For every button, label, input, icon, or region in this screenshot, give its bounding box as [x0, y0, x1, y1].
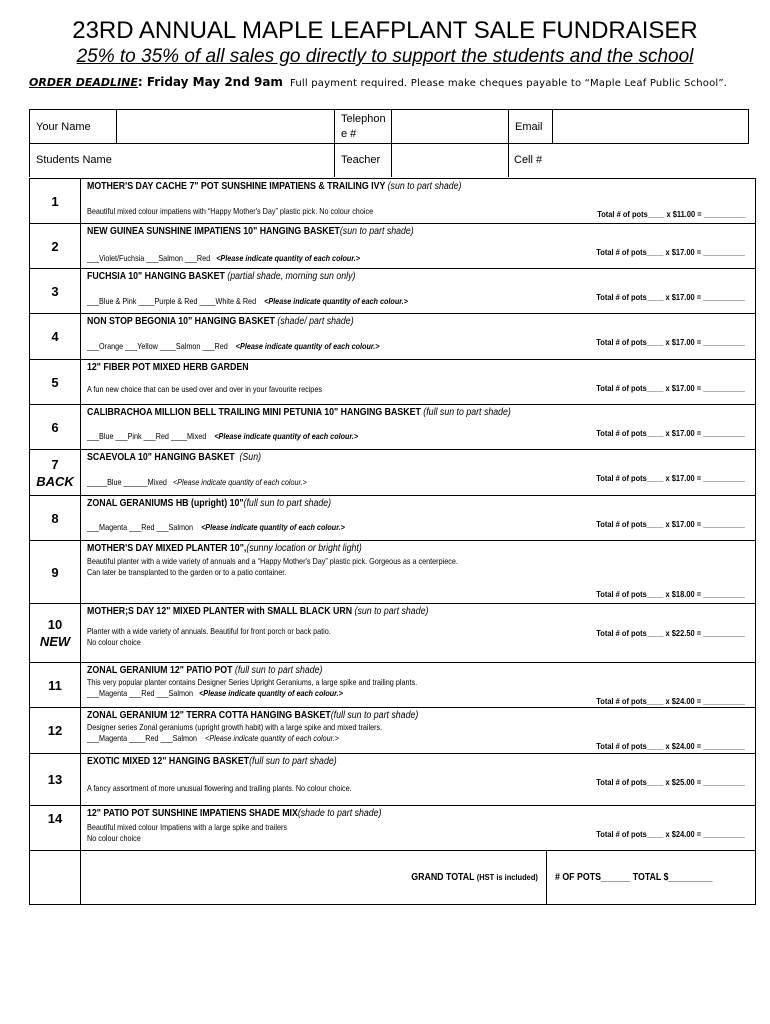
grand-total-field[interactable]	[547, 851, 756, 905]
telephone-field[interactable]	[391, 109, 509, 144]
item-number: 7 BACK	[30, 450, 81, 496]
telephone-label: Telephon e #	[334, 109, 392, 144]
grand-total-label: GRAND TOTAL (HST is included)	[411, 872, 538, 883]
item-total-field[interactable]: Total # of pots____ x $24.00 = __________	[596, 741, 745, 751]
item-number: 4	[30, 314, 81, 360]
grand-total-spacer	[30, 851, 81, 905]
contact-info-form	[29, 109, 749, 177]
item-description: A fancy assortment of more unusual flowering and trailing plants. No colour choice.	[87, 783, 352, 793]
page-title: 23RD ANNUAL MAPLE LEAFPLANT SALE FUNDRAISER	[72, 17, 698, 44]
item-cell	[81, 496, 756, 541]
email-field[interactable]	[552, 109, 749, 144]
item-total-field[interactable]: Total # of pots____ x $24.00 = __________	[596, 829, 745, 839]
cell-field[interactable]	[552, 143, 749, 177]
order-row	[30, 224, 756, 269]
order-row	[30, 405, 756, 450]
item-number: 11	[30, 663, 81, 708]
back-flag: BACK	[36, 473, 74, 489]
item-title: MOTHER'S DAY CACHE 7" POT SUNSHINE IMPATIENS & TRAILING IVY (sun to part shade)	[87, 181, 462, 192]
item-number: 14	[30, 806, 81, 851]
item-total-field[interactable]: Total # of pots____ x $22.50 = __________	[596, 628, 745, 638]
item-title: 12" PATIO POT SUNSHINE IMPATIENS SHADE MIX(shade to part shade)	[87, 808, 382, 819]
your-name-field[interactable]	[116, 109, 335, 144]
item-total-field[interactable]: Total # of pots____ x $18.00 = __________	[596, 589, 745, 599]
order-row	[30, 663, 756, 708]
order-row	[30, 708, 756, 754]
item-cell	[81, 663, 756, 708]
item-total-field[interactable]: Total # of pots____ x $24.00 = __________	[596, 696, 745, 706]
item-colour-options: ___Blue ___Pink ___Red ____Mixed <Please indicate quantity of each colour.>	[87, 431, 359, 441]
order-row	[30, 269, 756, 314]
item-total-field[interactable]: Total # of pots____ x $17.00 = __________	[596, 473, 745, 483]
order-deadline	[29, 76, 749, 90]
item-title: ZONAL GERANIUMS HB (upright) 10"(full sun to part shade)	[87, 498, 332, 509]
order-row	[30, 496, 756, 541]
item-cell	[81, 754, 756, 806]
email-label: Email	[508, 109, 553, 144]
item-number: 8	[30, 496, 81, 541]
item-cell	[81, 806, 756, 851]
item-number: 12	[30, 708, 81, 754]
item-total-field[interactable]: Total # of pots____ x $17.00 = __________	[596, 383, 745, 393]
item-cell	[81, 604, 756, 663]
deadline-date: : Friday May 2nd 9am	[137, 75, 283, 89]
teacher-label: Teacher	[334, 143, 392, 177]
item-title: SCAEVOLA 10" HANGING BASKET (Sun)	[87, 452, 262, 463]
grand-total-row	[30, 851, 756, 905]
order-row	[30, 360, 756, 405]
item-description: Designer series Zonal geraniums (upright growth habit) with a large spike and mixed trailers. ___Magenta ____Red ___Salmon <Please indicate quantity of each colour.>	[87, 722, 383, 743]
item-total-field[interactable]: Total # of pots____ x $17.00 = __________	[596, 428, 745, 438]
item-number: 5	[30, 360, 81, 405]
cell-label: Cell #	[514, 154, 543, 166]
item-cell	[81, 450, 756, 496]
item-colour-options: ___Violet/Fuchsia ___Salmon ___Red <Please indicate quantity of each colour.>	[87, 253, 360, 263]
item-total-field[interactable]: Total # of pots____ x $17.00 = __________	[596, 337, 745, 347]
order-table	[29, 178, 756, 905]
item-colour-options: _____Blue ______Mixed <Please indicate quantity of each colour.>	[87, 477, 307, 487]
item-description: Planter with a wide variety of annuals. Beautiful for front porch or back patio. No colour choice	[87, 626, 331, 647]
item-number: 13	[30, 754, 81, 806]
item-total-field[interactable]: Total # of pots____ x $11.00 = __________	[596, 209, 745, 219]
item-total-field[interactable]: Total # of pots____ x $17.00 = __________	[596, 247, 745, 257]
new-flag: NEW	[39, 634, 71, 649]
order-row	[30, 314, 756, 360]
item-colour-options: ___Orange ___Yellow ____Salmon ___Red <Please indicate quantity of each colour.>	[87, 341, 380, 351]
item-colour-options: ___Blue & Pink ____Purple & Red ____White & Red <Please indicate quantity of each colour.>	[87, 296, 408, 306]
order-row	[30, 604, 756, 663]
item-number: 2	[30, 224, 81, 269]
page-subtitle: 25% to 35% of all sales go directly to support the students and the school	[76, 46, 694, 67]
item-title: ZONAL GERANIUM 12" PATIO POT (full sun to part shade)	[87, 665, 323, 676]
item-cell	[81, 405, 756, 450]
students-name-field[interactable]	[116, 143, 335, 177]
order-row	[30, 179, 756, 224]
grand-total-label-cell	[81, 851, 547, 905]
order-row	[30, 541, 756, 604]
item-description: Beautiful mixed colour impatiens with “Happy Mother's Day” plastic pick. No colour choice	[87, 206, 374, 216]
item-title: FUCHSIA 10" HANGING BASKET (partial shade, morning sun only)	[87, 271, 356, 282]
item-title: NEW GUINEA SUNSHINE IMPATIENS 10" HANGING BASKET(sun to part shade)	[87, 226, 414, 237]
item-cell	[81, 541, 756, 604]
item-title: ZONAL GERANIUM 12" TERRA COTTA HANGING BASKET(full sun to part shade)	[87, 710, 419, 721]
item-number: 9	[30, 541, 81, 604]
item-number: 3	[30, 269, 81, 314]
order-row	[30, 754, 756, 806]
item-number: 6	[30, 405, 81, 450]
teacher-field[interactable]	[391, 143, 509, 177]
item-cell	[81, 224, 756, 269]
order-row	[30, 450, 756, 496]
item-description: Beautiful mixed colour Impatiens with a large spike and trailers No colour choice	[87, 822, 288, 843]
item-title: MOTHER;S DAY 12" MIXED PLANTER with SMALL BLACK URN (sun to part shade)	[87, 606, 429, 617]
deadline-label: ORDER DEADLINE	[29, 76, 138, 89]
item-description: Beautiful planter with a wide variety of annuals and a “Happy Mother's Day” plastic pick. Gorgeous as a centerpiece. Can later be transplanted to the garden or to a patio container.	[87, 556, 458, 577]
item-total-field[interactable]: Total # of pots____ x $17.00 = __________	[596, 519, 745, 529]
item-title: MOTHER'S DAY MIXED PLANTER 10",(sunny location or bright light)	[87, 543, 362, 554]
item-description: This very popular planter contains Designer Series Upright Geraniums, a large spike and trailing plants. ___Magenta ___Red ___Salmon <Please indicate quantity of each colour.>	[87, 677, 418, 698]
students-name-label: Students Name	[29, 143, 117, 177]
item-title: EXOTIC MIXED 12" HANGING BASKET(full sun to part shade)	[87, 756, 337, 767]
item-colour-options: ___Magenta ___Red ___Salmon <Please indicate quantity of each colour.>	[87, 522, 345, 532]
item-number: 1	[30, 179, 81, 224]
item-cell	[81, 314, 756, 360]
item-total-field[interactable]: Total # of pots____ x $25.00 = __________	[596, 777, 745, 787]
item-description: A fun new choice that can be used over and over in your favourite recipes	[87, 384, 322, 394]
item-title: NON STOP BEGONIA 10" HANGING BASKET (shade/ part shade)	[87, 316, 354, 327]
grand-total-pots[interactable]: # OF POTS______ TOTAL $_________	[555, 872, 713, 883]
item-title: CALIBRACHOA MILLION BELL TRAILING MINI PETUNIA 10" HANGING BASKET (full sun to part shade)	[87, 407, 511, 418]
item-cell	[81, 179, 756, 224]
item-title: 12" FIBER POT MIXED HERB GARDEN	[87, 362, 249, 373]
order-row	[30, 806, 756, 851]
item-cell	[81, 708, 756, 754]
your-name-label: Your Name	[29, 109, 117, 144]
item-number: 10 NEW	[30, 604, 81, 663]
deadline-note: Full payment required. Please make cheques payable to “Maple Leaf Public School”.	[289, 78, 728, 89]
item-cell	[81, 269, 756, 314]
item-total-field[interactable]: Total # of pots____ x $17.00 = __________	[596, 292, 745, 302]
item-cell	[81, 360, 756, 405]
